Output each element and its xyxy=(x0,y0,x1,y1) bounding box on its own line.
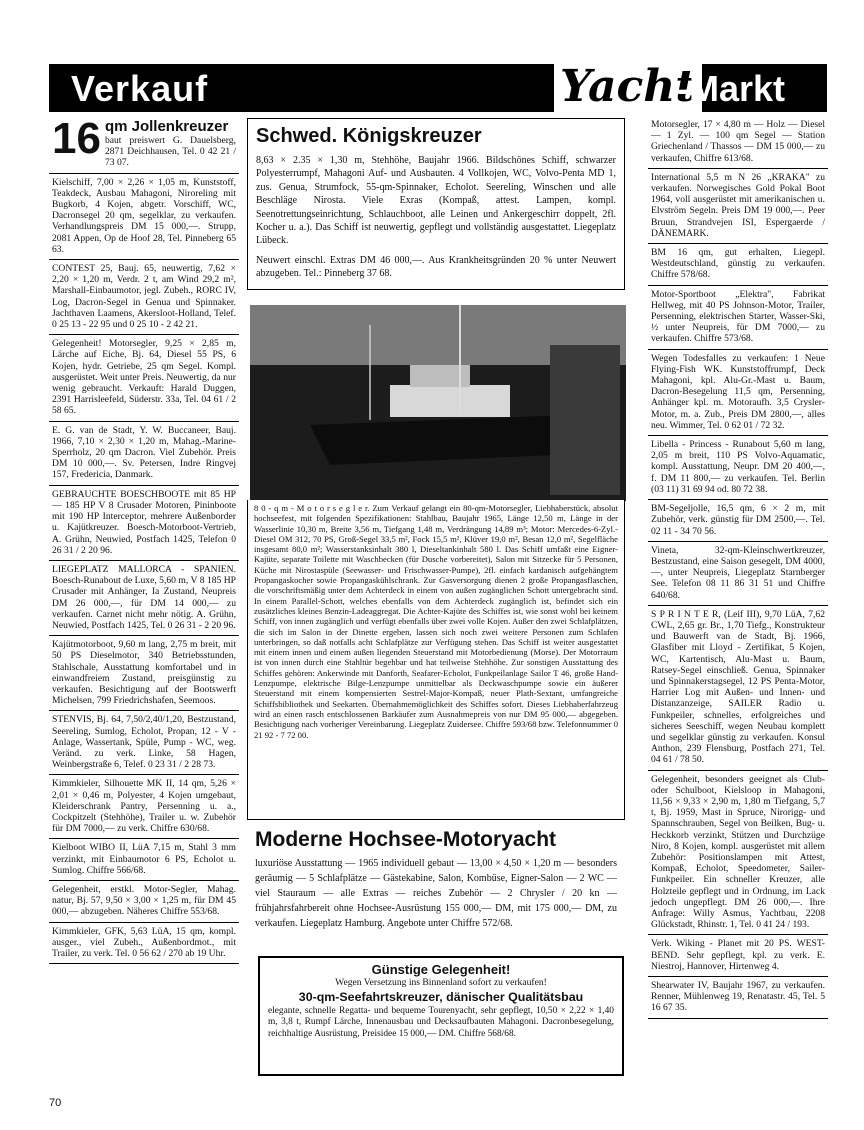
section-banner xyxy=(49,61,827,112)
ad-text: elegante, schnelle Regatta- und bequeme Tourenyacht, sehr gepflegt, 10,50 × 2,22 × 1,40 m, 3,8 t, Rumpf Lärche, Innenausbau und Decksaufbauten Mahagoni. Dacronbesegelung, reichhaltige Ausrüstung, Preisidee 15 000,— DM. Chiffre 568/68. xyxy=(268,1006,614,1039)
ad-jollenkreuzer xyxy=(49,116,239,174)
classified-ad: CONTEST 25, Bauj. 65, neuwertig, 7,62 × 2,20 × 1,20 m, Verdr. 2 t, am Wind 29,2 m², Marshall-Einbaumotor, jegl. Zubeh., RORC IV, Log, Dacron-Segel in Genua und Spinnaker. Jachthaven Laamens, Akersloot-Holland, Telef. 0 25 13 - 22 95 und 0 25 10 - 2 42 21. xyxy=(49,260,239,335)
classified-ad: Kimmkieler, Silhouette MK II, 14 qm, 5,26 × 2,01 × 0,46 m, Polyester, 4 Kojen umgebaut, Kleiderschrank Pantry, Persenning u. a., Cockpitzelt (Stehhöhe), Trailer u. w. Zubehör für DM 7000,— zu verk. Chiffre 630/68. xyxy=(49,775,239,839)
ad-guenstige-gelegenheit xyxy=(258,956,624,1076)
classified-ad: Shearwater IV, Baujahr 1967, zu verkaufen. Renner, Mühlenweg 19, Renatastr. 45, Tel. 5 16 67 35. xyxy=(648,977,828,1019)
ad-subtitle: Wegen Versetzung ins Binnenland sofort zu verkaufen! xyxy=(335,977,547,988)
classified-ad: Kajütmotorboot, 9,60 m lang, 2,75 m breit, mit 50 PS Dieselmotor, 340 Betriebsstunden, Stahlschale, Ausstattung komfortabel und in einwandfreiem Zustand, preisgünstig zu verkaufen. Besichtigung auf der Bootswerft Michelsen, 799 Friedrichshafen, Seemoos. xyxy=(49,636,239,711)
classified-ad: Vineta, 32-qm-Kleinschwertkreuzer, Bestzustand, eine Saison gesegelt, DM 4000,—, unter Neupreis, Liegeplatz Starnberger See. Telefon 08 11 86 31 51 und Chiffre 640/68. xyxy=(648,542,828,606)
boat-photo xyxy=(250,305,626,501)
classified-ad: Gelegenheit! Motorsegler, 9,25 × 2,85 m, Lärche auf Eiche, Bj. 64, Diesel 55 PS, 6 Kojen, hydr. Getriebe, 25 qm Segel. Kompl. ausgerüstet. Weit unter Preis. Neuwertig, da nur wenig gebraucht. Verkauft: Harald Duggen, 2391 Harrisleefeld, Süderstr. 33a, Tel. 04 61 / 2 58 65. xyxy=(49,335,239,421)
ad-text: baut preiswert G. Dauelsberg, 2871 Deichhausen, Tel. 0 42 21 / 73 07. xyxy=(104,135,236,169)
classified-ad: Kielschiff, 7,00 × 2,26 × 1,05 m, Kunststoff, Teakdeck, Ausbau Mahagoni, Niroreling mit Bugkorb, 4 Kojen, abgetr. Vorschiff, WC, Dacronsegel 20 qm, segelklar, zu verkaufen. Verhandlungspreis DM 15 000,—. Strupp, 2081 Appen, Op de Hoof 28, Tel. Pinneberg 65 63. xyxy=(49,174,239,260)
classified-ad: E. G. van de Stadt, Y. W. Buccaneer, Bauj. 1966, 7,10 × 2,30 × 1,20 m, Mahag.-Marine-Sperrholz, 20 qm Dacron. Viel Zubehör. Preis DM 10 000,—. Sv. Petersen, Indre Ringvej 157, Fredericia, Danmark. xyxy=(49,422,239,486)
classified-ad: International 5,5 m N 26 „KRAKA" zu verkaufen. Norwegisches Gold Pokal Boot 1964, voll ausgerüstet mit amerikanischen u. Elvström Segeln. Preis DM 19 000,—. Peer Bruun, Strandvejen ISI, Espergaerde / DÄNEMARK. xyxy=(648,169,828,244)
classified-ad: Verk. Wiking - Planet mit 20 PS. WEST-BEND. Sehr gepflegt, kpl. zu verk. E. Niestroj, Hannover, Hirtenweg 4. xyxy=(648,935,828,977)
ad-koenigskreuzer xyxy=(247,118,625,290)
banner-yacht-logo: Yacht xyxy=(554,60,702,114)
ad-motorsegler xyxy=(247,500,625,820)
ad-headline: qm Jollenkreuzer xyxy=(104,118,229,135)
boat-illustration xyxy=(250,305,626,501)
classified-ad: Motorsegler, 17 × 4,80 m — Holz — Diesel — 1 Zyl. — 100 qm Segel — Station Griechenland / Thassos — DM 15 000,— zu verkaufen, Chiffre 613/68. xyxy=(648,116,828,169)
classified-ad: Motor-Sportboot „Elektra", Fabrikat Hellweg, mit 40 PS Johnson-Motor, Trailer, Persenning, elektrischen Starter, Wasser-Ski, ½ unter Neupreis, für DM 7000,— zu verkaufen. Chiffre 573/68. xyxy=(648,286,828,350)
banner-verkauf: Verkauf xyxy=(71,68,209,109)
classified-ad: Gelegenheit, erstkl. Motor-Segler, Mahag. natur, Bj. 57, 9,50 × 3,00 × 1,25 m, für DM 45 000,— abzugeben. Näheres Chiffre 553/68. xyxy=(49,881,239,923)
ad-headline: 30-qm-Seefahrtskreuzer, dänischer Qualitätsbau xyxy=(298,990,584,1004)
classified-ad: Wegen Todesfalles zu verkaufen: 1 Neue Flying-Fish WK. Kunststoffrumpf, Deck Mahagoni, kpl. Alu-Gr.-Mast u. Baum, Dacron-Besegelung 11,5 qm, Persenning, Anhänger kpl. m. Motoraufh. 3,5 Crysler-Motor, m. a. Zub., Preis DM 2800,—, alles neu. Wimmer, Tel. 0 62 01 / 72 32. xyxy=(648,350,828,436)
classified-ad: Kimmkieler, GFK, 5,63 LüA, 15 qm, kompl. ausger., viel Zubeh., Außenbordmot., mit Trailer, zu verk. Tel. 0 56 62 / 270 ab 19 Uhr. xyxy=(49,923,239,965)
classified-ad: Libella - Princess - Runabout 5,60 m lang, 2,05 m breit, 110 PS Volvo-Aquamatic, kompl. Ausstattung, Neupr. DM 20 400,—, f. DM 11 800,— zu verkaufen. Tel. Berlin (03 11) 31 69 94 od. 80 72 38. xyxy=(648,436,828,500)
ad-big-number: 16 xyxy=(52,114,101,163)
banner-markt: -Markt xyxy=(677,68,786,109)
classified-ad: GEBRAUCHTE BOESCHBOOTE mit 85 HP — 185 HP V 8 Crusader Motoren, Pininboote mit 190 HP Interceptor, mehrere Außenborder u. Kajütkreuzer. Boesch-Motorboot-Vertrieb, A. Grühn, Neuwied, Postfach 1425, Telefon 0 26 31 / 2 20 96. xyxy=(49,486,239,561)
left-column xyxy=(49,116,239,964)
ad-title: Schwed. Königskreuzer xyxy=(256,125,482,147)
ad-text: Neuwert einschl. Extras DM 46 000,—. Aus Krankheitsgründen 20 % unter Neuwert abzugeben. Tel.: Pinneberg 37 68. xyxy=(256,254,616,280)
classified-ad: Kielboot WIBO II, LüA 7,15 m, Stahl 3 mm verzinkt, mit Einbaumotor 6 PS, Echolot u. Sumlog. Chiffre 566/68. xyxy=(49,839,239,881)
classified-ad: LIEGEPLATZ MALLORCA - SPANIEN. Boesch-Runabout de Luxe, 5,60 m, V 8 185 HP Crusader mit Anhänger, Ia Zustand, Neupreis DM 26 000,—, für DM 14 000,— zu verkaufen. Carnet nicht mehr nötig. A. Grühn, Neuwied, Postfach 1425, Tel. 0 26 31 - 2 20 96. xyxy=(49,561,239,636)
classified-ad: S P R I N T E R, (Leif III), 9,70 LüA, 7,62 CWL, 2,65 gr. Br., 1,70 Tiefg., Konstrukteur und Bauwerft van de Stadt, Bj. 1966, Glasfiber mit Lloyd - Zertifikat, 5 Kojen, WC, Kartentisch, Alu-Mast u. Baum, Ratsey-Segel einschließ. Genua, Spinnaker und Spinnakerstagsegel, 12 PS Penta-Motor, Harrier Log mit Außen- und Innen- und Distanzanzeige, SAILER Radio u. Funkpeiler, schnelles, erfolgreiches und sicheres Seeschiff, wegen Neubau komplett und segelklar günstig zu verkaufen. Konsul Anthon, 239 Flensburg, Postfach 271, Tel. 04 61 / 78 50. xyxy=(648,606,828,771)
right-column xyxy=(648,116,828,1019)
classified-ad: STENVIS, Bj. 64, 7,50/2,40/1,20, Bestzustand, Seereling, Sumlog, Echolot, Propan, 12 - V - Anlage, Wassertank, Spüle, Pump - WC, weg. Veränd. zu verk. Linke, 58 Hagen, Weinbergstraße 6, Telef. 0 23 31 / 2 28 73. xyxy=(49,711,239,775)
ad-text: luxuriöse Ausstattung — 1965 individuell gebaut — 13,00 × 4,50 × 1,20 m — besonders geräumig — 5 Schlafplätze — Gästekabine, Salon, Kombüse, Eigner-Salon — 2 WC — viel Stauraum — alle Extras — reiches Zubehör — 2 Chrysler / 20 kn — frühjahrsfahrbereit ohne Hochsee-Ausrüstung 155 000,— DM, mit 175 000,— DM, zu verkaufen. Liegeplatz Hamburg. Angebote unter Chiffre 572/68. xyxy=(255,858,617,929)
classified-ad: Gelegenheit, besonders geeignet als Club- oder Schulboot, Kielsloop in Mahagoni, 11,56 × 9,33 × 2,90 m, 1,80 m Tiefgang, 5,7 t, Bj. 1959, Mast in Spruce, Nirorigg- und Spannschrauben, Segel von Beilken, Bug- u. Heckkorb verzinkt, Stützen und Durchzüge Niro, 8 Kojen, kompl. ausgerüstet mit allem Zubehör: Positionslampen mit Attest, Kompaß, Echolot, Speedometer, Sailer-Funkpeiler. Ein schneller Kreuzer, alle Holzteile gepflegt und in Ordnung, im Lack jedoch ungepflegt. DM 26 000,—. Ihre Anfrage: Willy Asmus, Yachtbau, 2208 Glückstadt, Rhinstr. 1, Tel. 0 41 24 / 193. xyxy=(648,771,828,936)
ad-hochsee-motoryacht xyxy=(247,822,625,950)
ad-title: Moderne Hochsee-Motoryacht xyxy=(255,828,557,851)
page-number: 70 xyxy=(49,1097,62,1109)
classified-ad: BM-Segeljolle, 16,5 qm, 6 × 2 m, mit Zubehör, verk. günstig für DM 2500,—. Tel. 02 11 - 34 70 56. xyxy=(648,500,828,542)
ad-text: 8 0 - q m - M o t o r s e g l e r. Zum Verkauf gelangt ein 80-qm-Motorsegler, Liebhaberstück, absolut hochseefest, mit folgenden Spezifikationen: Stahlbau, Baujahr 1965, Länge 12,50 m, Länge in der Wasserlinie 10,30 m, Breite 3,56 m, Tiefgang 1,48 m, Verdrängung 14,89 m³; Motor: Mercedes-6-Zyl.-Diesel OM 312, 70 PS, Groß-Segel 33,5 m², Fock 15,5 m², Klüver 19,0 m², Besan 12,0 m², Segelfläche insgesamt 80,0 m²; Wasserstanksinhalt 380 l, Dieseltankinhalt 580 l. Das Schiff umfaßt eine Eigner-Kajüte, separate Toilette mit Waschbecken (für Dusche vorbereitet), Salon mit Sitzecke für 5 Personen, Küche mit Nirostaspüle (Seewasser- und Frischwasser-Pumpe), 2fl. einfach kardanisch aufgehängtem Propangaskocher sowie Propangaskühlschrank. Zur Gasversorgung dienen 2 große Propangasflaschen, die vorschriftsmäßig unter dem Achterdeck in einem von außen zugänglichen Schott untergebracht sind. In einem Parallel-Schott, welches ebenfalls von dem Achterdeck zugänglich ist, befindet sich ein zusätzliches kleines Benzin-Ladeaggregat. Die Achter-Kajüte des Schiffes ist, wie sonst wohl bei keinem Schiff, von innen zugänglich und verfügt ebenfalls über zwei volle Kojen. Außer den zwei Schlafplätzen, die sich im Salon in der Dinette ergeben, lassen sich noch zwei weitere Personen zum Schlafen unterbringen, so daß notfalls acht Schlafplätze zur Verfügung stehen. Das Schiff ist weiter ausgestattet mit einem innen und einem außen liegenden Steuerstand mit Motorbedienung (Morse). Der Motorraum ist von innen durch eine Stahltür begehbar und hat teilweise Stehhöhe. Zur sonstigen Ausstattung des Schiffes gehören: Ankerwinde mit Danforth, Seafarer-Echolot, Funkpeilanlage Sailor T 46, große Hand-Lenzpumpe, elektrische Bilge-Lenzpumpe unmittelbar als Deckwaschpumpe sowie ein äußerer Steuerstand mit einem kompensierten Sestrel-Major-Kompaß, neuer Plath-Sextant, umfangreiche Schiffsbibliothek und Seekarten. Übernahmemöglichkeit des Schiffes sofort. Dieses Liebhaberfahrzeug wird an einen rasch entschlossenen Barkäufer zum Ausnahmepreis von nur DM 95 000,— abgegeben. Besichtigung nach vorheriger Vereinbarung. Liegeplatz Zuidersee. Chiffre 593/68 bzw. Telefonnummer 0 21 92 - 7 72 00. xyxy=(254,503,618,740)
ad-title: Günstige Gelegenheit! xyxy=(371,962,511,977)
ad-text: 8,63 × 2.35 × 1,30 m, Stehhöhe, Baujahr 1966. Bildschönes Schiff, schwarzer Polyesterrumpf, Mahagoni Auf- und Ausbauten. 4 Vollkojen, WC, Volvo-Penta MD 1, zus. Genua, Strumfock, 55-qm-Spinnaker, Echolot. Seereling, Winschen und alle Beschläge Nirosta. Viele Exras (Kompaß, attest. Lampen, kompl. Seenotrettungseinrichtung, Schlauchboot, alle Leinen und Ankergeschirr doppelt, 2fl. Kocher u. a.). Das Schiff ist neuwertig, gepflegt und vollständig ausgestattet. Liegeplatz Lübeck. xyxy=(256,155,616,247)
classified-ad: BM 16 qm, gut erhalten, Liegepl. Westdeutschland, günstig zu verkaufen. Chiffre 578/68. xyxy=(648,244,828,286)
